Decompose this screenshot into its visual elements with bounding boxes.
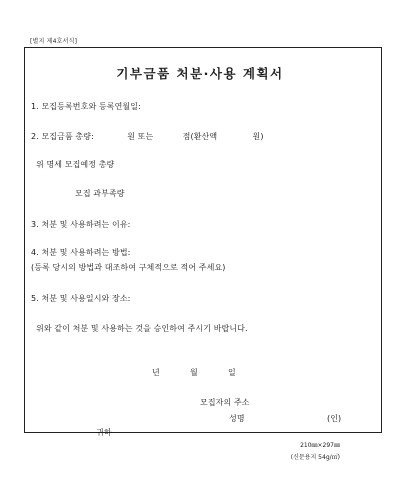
points-label: 점(환산액 [182, 132, 218, 141]
applicant-address-label: 모집자의 주소 [200, 398, 250, 407]
item-reason: 3. 처분 및 사용하려는 이유: [31, 220, 131, 229]
approval-request-text: 위와 같이 처분 및 사용하는 것을 승인하여 주시기 바랍니다. [36, 324, 248, 333]
item-total-amount [31, 131, 264, 142]
item-method: 4. 처분 및 사용하려는 방법: [31, 248, 131, 257]
applicant-name-label: 성명 [229, 414, 245, 423]
form-number-label: [별지 제4호서식] [30, 38, 78, 45]
item-date-place: 5. 처분 및 사용일시와 장소: [31, 294, 131, 303]
shortfall-label: 모집 과부족량 [75, 189, 125, 198]
item-registration-number: 1. 모집등록번호와 등록연월일: [31, 102, 141, 111]
document-title: 기부금품 처분·사용 계획서 [116, 66, 284, 81]
item-method-note: (등록 당시의 방법과 대조하여 구체적으로 적어 주세요) [31, 263, 226, 272]
recipient-label: 귀하 [96, 428, 112, 437]
date-year: 년 [152, 368, 160, 377]
item-total-amount-label: 2. 모집금품 총량: [31, 132, 94, 141]
date-month: 월 [190, 368, 198, 377]
seal-label: (인) [327, 414, 342, 423]
won-close-label: 원) [252, 132, 264, 141]
date-day: 일 [228, 368, 236, 377]
paper-type-note: (신문용지 54g/㎡) [290, 454, 340, 461]
planned-total-heading: 위 명세 모집예정 총량 [36, 160, 115, 169]
paper-size-note: 210㎜×297㎜ [300, 442, 340, 449]
won-or-label: 원 또는 [127, 132, 154, 141]
